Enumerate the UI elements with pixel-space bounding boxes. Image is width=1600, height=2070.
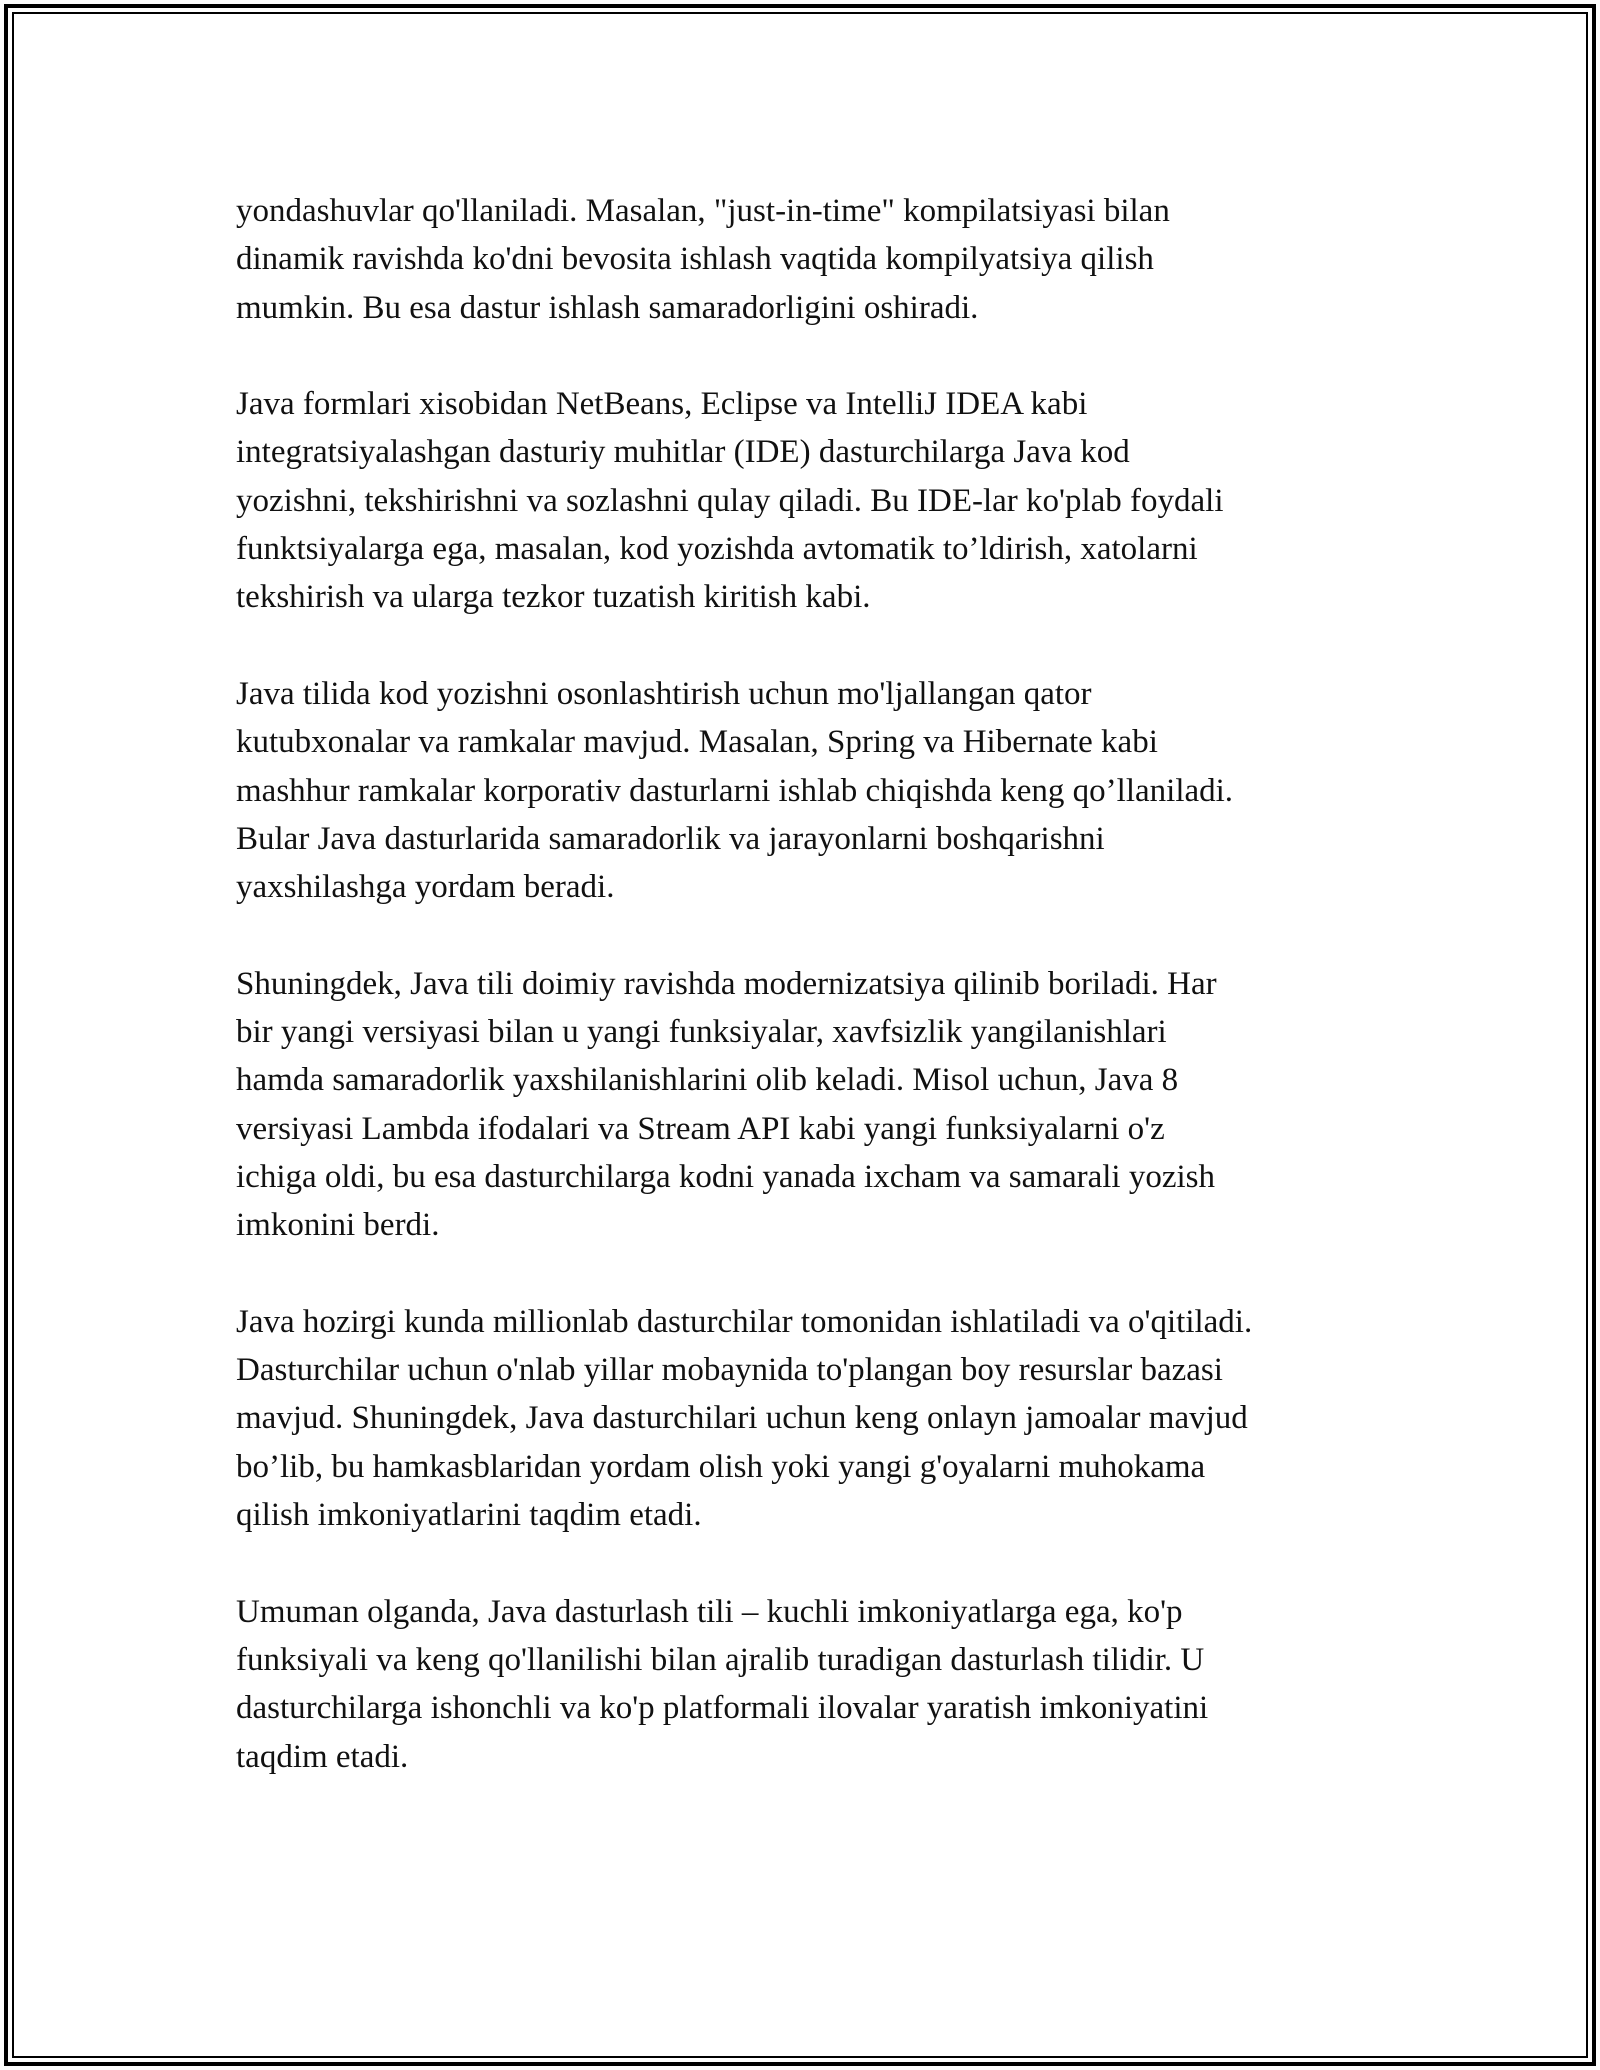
paragraph-frameworks: Java tilida kod yozishni osonlashtirish uchun mo'ljallangan qator kutubxonalar va ramkalar mavjud. Masalan, Spring va Hibernate kabi mashhur ramkalar korporativ dasturlarni ishlab chiqishda keng qo’llaniladi. Bular Java dasturlarida samaradorlik va jarayonlarni boshqarishni yaxshilashga yordam beradi.	[236, 675, 1234, 906]
paragraph-community: Java hozirgi kunda millionlab dasturchilar tomonidan ishlatiladi va o'qitiladi. Dasturchilar uchun o'nlab yillar mobaynida to'plangan boy resurslar bazasi mavjud. Shuningdek, Java dasturchilari uchun keng onlayn jamoalar mavjud bo’lib, bu hamkasblaridan yordam olish yoki yangi g'oyalarni muhokama qilish imkoniyatlarini taqdim etadi.	[236, 1303, 1253, 1534]
paragraph-ide: Java formlari xisobidan NetBeans, Eclipse va IntelliJ IDEA kabi integratsiyalashgan dasturiy muhitlar (IDE) dasturchilarga Java kod yozishni, tekshirishni va sozlashni qulay qiladi. Bu IDE-lar ko'plab foydali funktsiyalarga ega, masalan, kod yozishda avtomatik to’ldirish, xatolarni tekshirish va ularga tezkor tuzatish kiritish kabi.	[236, 386, 1224, 616]
paragraph-jit-compilation: yondashuvlar qo'llaniladi. Masalan, "just-in-time" kompilatsiyasi bilan dinamik ravishda ko'dni bevosita ishlash vaqtida kompilyatsiya qilish mumkin. Bu esa dastur ishlash samaradorligini oshiradi.	[236, 193, 1170, 326]
document-body	[236, 187, 1396, 1781]
paragraph-conclusion: Umuman olganda, Java dasturlash tili – kuchli imkoniyatlarga ega, ko'p funksiyali va keng qo'llanilishi bilan ajralib turadigan dasturlash tilidir. U dasturchilarga ishonchli va ko'p platformali ilovalar yaratish imkoniyatini taqdim etadi.	[236, 1593, 1209, 1775]
paragraph-modernization: Shuningdek, Java tili doimiy ravishda modernizatsiya qilinib boriladi. Har bir yangi versiyasi bilan u yangi funksiyalar, xavfsizlik yangilanishlari hamda samaradorlik yaxshilanishlarini olib keladi. Misol uchun, Java 8 versiyasi Lambda ifodalari va Stream API kabi yangi funksiyalarni o'z ichiga oldi, bu esa dasturchilarga kodni yanada ixcham va samarali yozish imkonini berdi.	[236, 965, 1217, 1244]
